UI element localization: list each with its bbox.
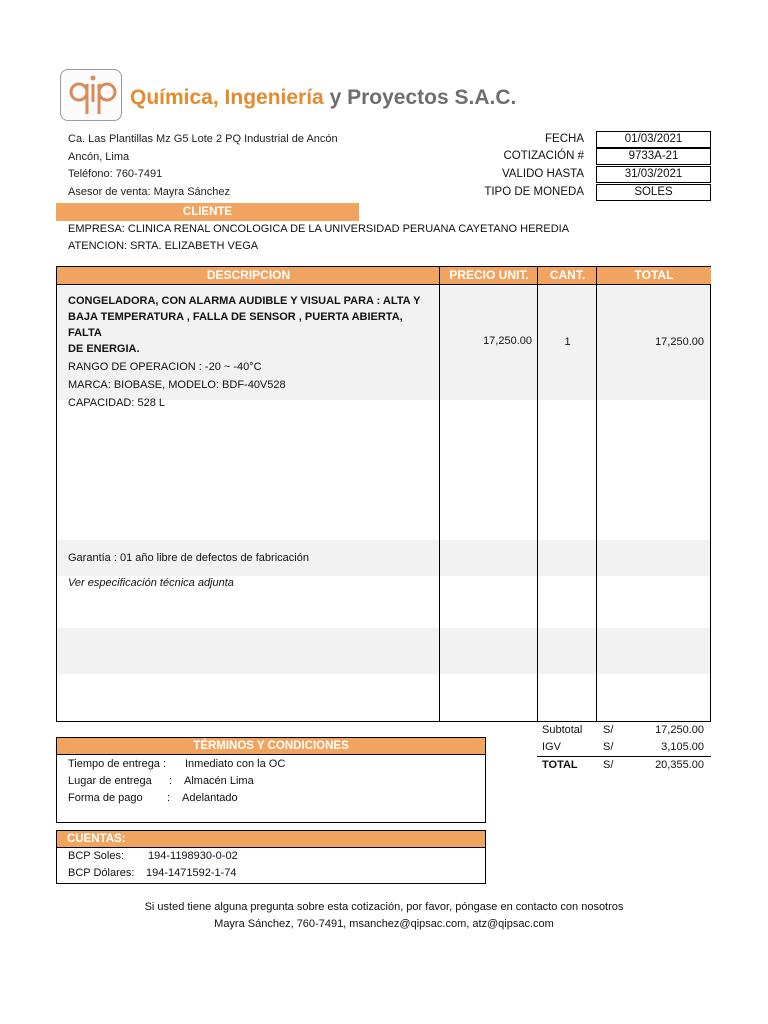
especificacion-text: Ver especificación técnica adjunta [68, 577, 234, 589]
address-advisor: Asesor de venta: Mayra Sánchez [68, 186, 231, 198]
item-precio: 17,250.00 [483, 335, 532, 347]
igv-currency: S/ [603, 741, 614, 753]
terms-header: TÉRMINOS Y CONDICIONES [57, 738, 485, 755]
subtotal-label: Subtotal [542, 724, 583, 736]
terms-lugar-sep: : [169, 775, 173, 787]
total-value: 20,355.00 [655, 759, 704, 771]
footer-line1: Si usted tiene alguna pregunta sobre esta cotización, por favor, póngase en contacto con nosotros [144, 901, 624, 913]
igv-value: 3,105.00 [661, 741, 704, 753]
header-cant: CANT. [538, 267, 597, 285]
totals-divider [537, 756, 711, 757]
item-title-line1: CONGELADORA, CON ALARMA AUDIBLE Y VISUAL PARA : ALTA Y [68, 295, 421, 307]
moneda-value: SOLES [596, 184, 711, 201]
total-label: TOTAL [542, 759, 578, 771]
header-precio: PRECIO UNIT. [440, 267, 538, 285]
header-descripcion: DESCRIPCION [57, 267, 440, 285]
cliente-atencion: ATENCION: SRTA. ELIZABETH VEGA [68, 240, 259, 252]
item-title-line2: BAJA TEMPERATURA , FALLA DE SENSOR , PUERTA ABIERTA, FALTA [68, 311, 403, 339]
valido-label: VALIDO HASTA [501, 168, 584, 180]
fecha-value: 01/03/2021 [596, 131, 711, 148]
account-soles-value: 194-1198930-0-02 [148, 850, 238, 862]
cotizacion-value: 9733A-21 [596, 148, 711, 165]
valido-value: 31/03/2021 [596, 166, 711, 183]
terms-entrega-value: Inmediato con la OC [185, 758, 286, 770]
total-currency: S/ [603, 759, 614, 771]
row-band [57, 628, 710, 674]
qip-logo-icon [61, 70, 121, 120]
account-soles-label: BCP Soles: [68, 850, 125, 862]
terms-lugar-value: Almacén Lima [184, 775, 254, 787]
company-name [130, 86, 516, 110]
footer-line2: Mayra Sánchez, 760-7491, msanchez@qipsac.com, atz@qipsac.com [214, 918, 554, 930]
cliente-header: CLIENTE [56, 203, 359, 221]
terms-pago-label: Forma de pago [68, 792, 143, 804]
company-name-part1: Química, Ingeniería [130, 86, 324, 109]
cliente-empresa: EMPRESA: CLINICA RENAL ONCOLOGICA DE LA UNIVERSIDAD PERUANA CAYETANO HEREDIA [68, 223, 570, 235]
cotizacion-label: COTIZACIÓN # [503, 150, 584, 162]
address-line2: Ancón, Lima [68, 151, 130, 163]
terms-pago-value: Adelantado [182, 792, 238, 804]
terms-entrega-label: Tiempo de entrega : [68, 758, 167, 770]
item-total: 17,250.00 [655, 336, 704, 348]
moneda-label: TIPO DE MONEDA [484, 186, 584, 198]
header-total: TOTAL [597, 267, 711, 285]
subtotal-value: 17,250.00 [655, 724, 704, 736]
garantia-text: Garantía : 01 año libre de defectos de fabricación [68, 552, 309, 564]
account-dolares-value: 194-1471592-1-74 [146, 867, 237, 879]
item-description [68, 293, 428, 411]
address-line1: Ca. Las Plantillas Mz G5 Lote 2 PQ Industrial de Ancón [68, 133, 338, 145]
subtotal-currency: S/ [603, 724, 614, 736]
item-capacidad: CAPACIDAD: 528 L [68, 397, 166, 409]
terms-pago-sep: : [167, 792, 171, 804]
item-rango: RANGO DE OPERACION : -20 ~ -40°C [68, 361, 262, 373]
fecha-label: FECHA [545, 133, 584, 145]
item-title-line3: DE ENERGIA. [68, 343, 140, 355]
company-logo [60, 69, 122, 121]
items-table [56, 266, 711, 722]
accounts-header: CUENTAS: [57, 831, 485, 848]
item-cant: 1 [564, 336, 571, 348]
item-marca: MARCA: BIOBASE, MODELO: BDF-40V528 [68, 379, 286, 391]
company-name-part3: Proyectos S.A.C. [347, 86, 517, 109]
igv-label: IGV [542, 741, 561, 753]
terms-lugar-label: Lugar de entrega [68, 775, 152, 787]
address-phone: Teléfono: 760-7491 [68, 168, 163, 180]
account-dolares-label: BCP Dólares: [68, 867, 135, 879]
company-name-part2: y [323, 86, 348, 109]
